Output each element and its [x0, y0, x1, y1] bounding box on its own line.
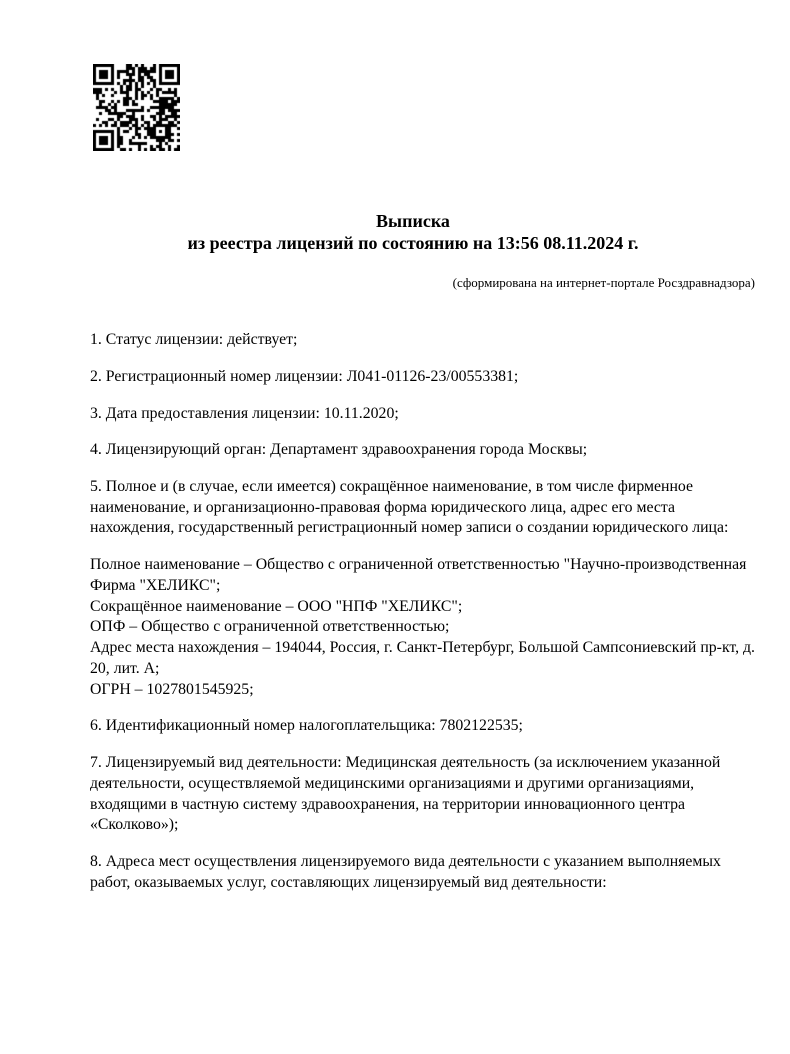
document-content: [90, 0, 755, 909]
taxpayer-number-line: 6. Идентификационный номер налогоплательщика: 7802122535;: [90, 717, 523, 735]
title-line-1: Выписка: [376, 211, 450, 231]
org-ogrn-line: ОГРН – 1027801545925;: [90, 680, 254, 698]
org-section-heading: 5. Полное и (в случае, если имеется) сокращённое наименование, в том числе фирменное наименование, и организационно-правовая форма юридического лица, адрес его места нахождения, государственный регистрационный номер записи о создании юридического лица:: [90, 477, 729, 537]
licensed-activity-line: 7. Лицензируемый вид деятельности: Медицинская деятельность (за исключением указанной деятельности, осуществляемой медицинскими организациями и другими организациями, входящими в частную систему здравоохранения, на территории инновационного центра «Сколково»);: [90, 753, 721, 834]
license-status-line: 1. Статус лицензии: действует;: [90, 331, 298, 349]
org-address-line: Адрес места нахождения – 194044, Россия, г. Санкт-Петербург, Большой Сампсониевский пр-кт, д. 20, лит. А;: [90, 639, 756, 677]
document-body: [90, 330, 755, 893]
activity-addresses-heading: 8. Адреса мест осуществления лицензируемого вида деятельности с указанием выполняемых работ, оказываемых услуг, составляющих лицензируемый вид деятельности:: [90, 852, 721, 891]
registration-number-line: 2. Регистрационный номер лицензии: Л041-01126-23/00553381;: [90, 368, 519, 385]
org-short-name-line: Сокращённое наименование – ООО "НПФ "ХЕЛИКС";: [90, 597, 463, 615]
grant-date-line: 3. Дата предоставления лицензии: 10.11.2020;: [90, 404, 399, 422]
organization-details-block: [90, 555, 755, 701]
org-legal-form-line: ОПФ – Общество с ограниченной ответственностью;: [90, 618, 450, 636]
org-full-name-line: Полное наименование – Общество с ограниченной ответственностью "Научно-производственная Фирма "ХЕЛИКС";: [90, 555, 747, 594]
title-line-2: из реестра лицензий по состоянию на 13:56 08.11.2024 г.: [187, 232, 639, 253]
document-subtitle: (сформирована на интернет-портале Росздравнадзора): [452, 275, 755, 291]
licensing-authority-line: 4. Лицензирующий орган: Департамент здравоохранения города Москвы;: [90, 441, 588, 459]
document-title: [90, 211, 736, 254]
